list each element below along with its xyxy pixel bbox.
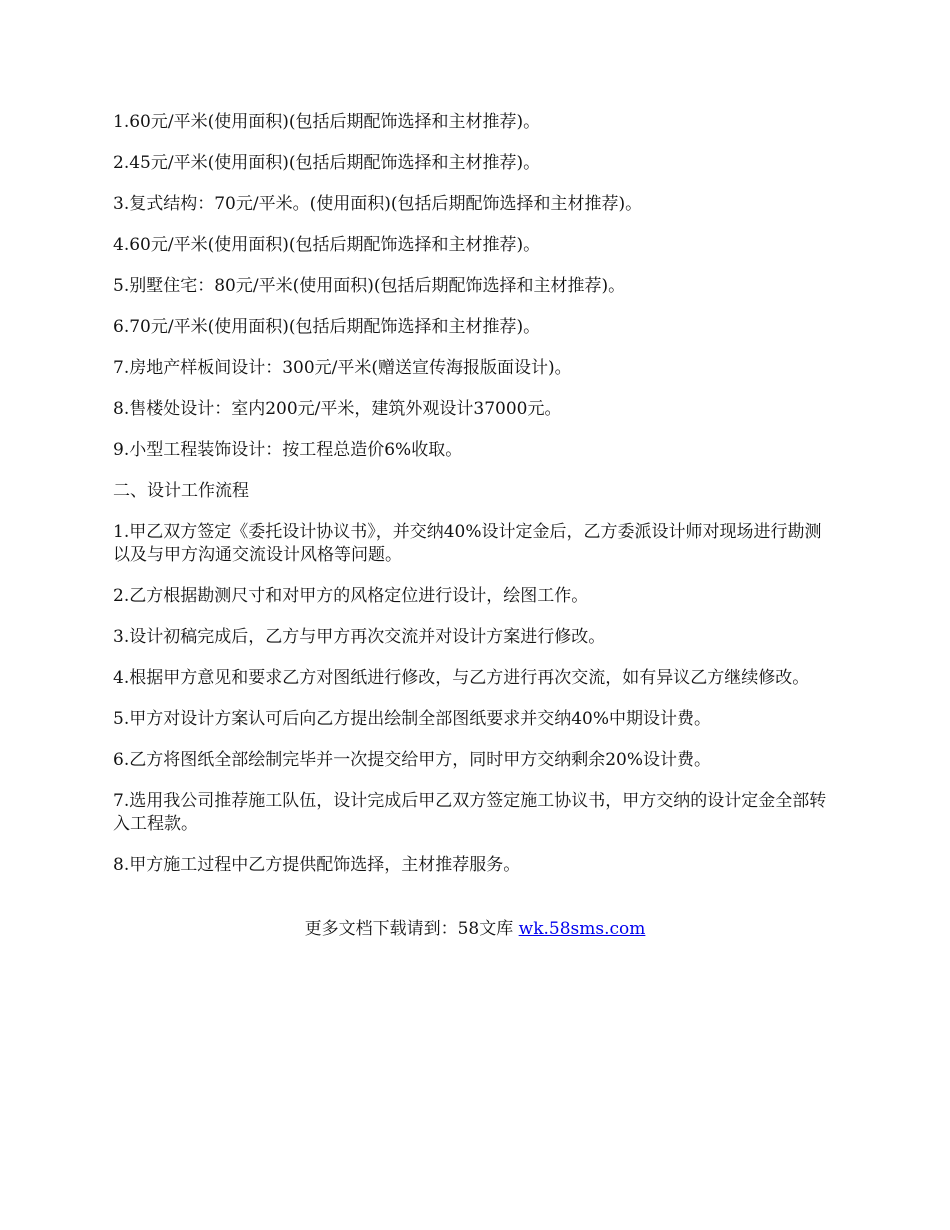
paragraph-price-3: 3.复式结构：70元/平米。(使用面积)(包括后期配饰选择和主材推荐)。 [113,194,643,214]
footer-download-notice [0,918,950,941]
paragraph-price-9: 9.小型工程装饰设计：按工程总造价6%收取。 [113,440,463,460]
paragraph-price-6: 6.70元/平米(使用面积)(包括后期配饰选择和主材推荐)。 [113,317,541,337]
paragraph-price-2: 2.45元/平米(使用面积)(包括后期配饰选择和主材推荐)。 [113,153,541,173]
footer-prefix-text: 更多文档下载请到：58文库 [304,919,519,939]
paragraph-price-7: 7.房地产样板间设计：300元/平米(赠送宣传海报版面设计)。 [113,358,572,378]
paragraph-workflow-5: 5.甲方对设计方案认可后向乙方提出绘制全部图纸要求并交纳40%中期设计费。 [113,709,712,729]
paragraph-workflow-1: 1.甲乙双方签定《委托设计协议书》，并交纳40%设计定金后，乙方委派设计师对现场进行勘测以及与甲方沟通交流设计风格等问题。 [113,522,822,565]
paragraph-price-5: 5.别墅住宅：80元/平米(使用面积)(包括后期配饰选择和主材推荐)。 [113,276,626,296]
section-heading-workflow: 二、设计工作流程 [113,481,249,501]
paragraph-price-1: 1.60元/平米(使用面积)(包括后期配饰选择和主材推荐)。 [113,112,541,132]
document-body [113,111,838,895]
paragraph-workflow-8: 8.甲方施工过程中乙方提供配饰选择，主材推荐服务。 [113,855,521,875]
paragraph-price-8: 8.售楼处设计：室内200元/平米，建筑外观设计37000元。 [113,399,562,419]
paragraph-workflow-2: 2.乙方根据勘测尺寸和对甲方的风格定位进行设计，绘图工作。 [113,586,589,606]
footer-website-link[interactable]: wk.58sms.com [518,919,646,939]
paragraph-workflow-6: 6.乙方将图纸全部绘制完毕并一次提交给甲方，同时甲方交纳剩余20%设计费。 [113,750,712,770]
paragraph-workflow-3: 3.设计初稿完成后，乙方与甲方再次交流并对设计方案进行修改。 [113,627,606,647]
paragraph-price-4: 4.60元/平米(使用面积)(包括后期配饰选择和主材推荐)。 [113,235,541,255]
paragraph-workflow-4: 4.根据甲方意见和要求乙方对图纸进行修改，与乙方进行再次交流，如有异议乙方继续修改。 [113,668,810,688]
paragraph-workflow-7: 7.选用我公司推荐施工队伍，设计完成后甲乙双方签定施工协议书，甲方交纳的设计定金全部转入工程款。 [113,791,827,834]
